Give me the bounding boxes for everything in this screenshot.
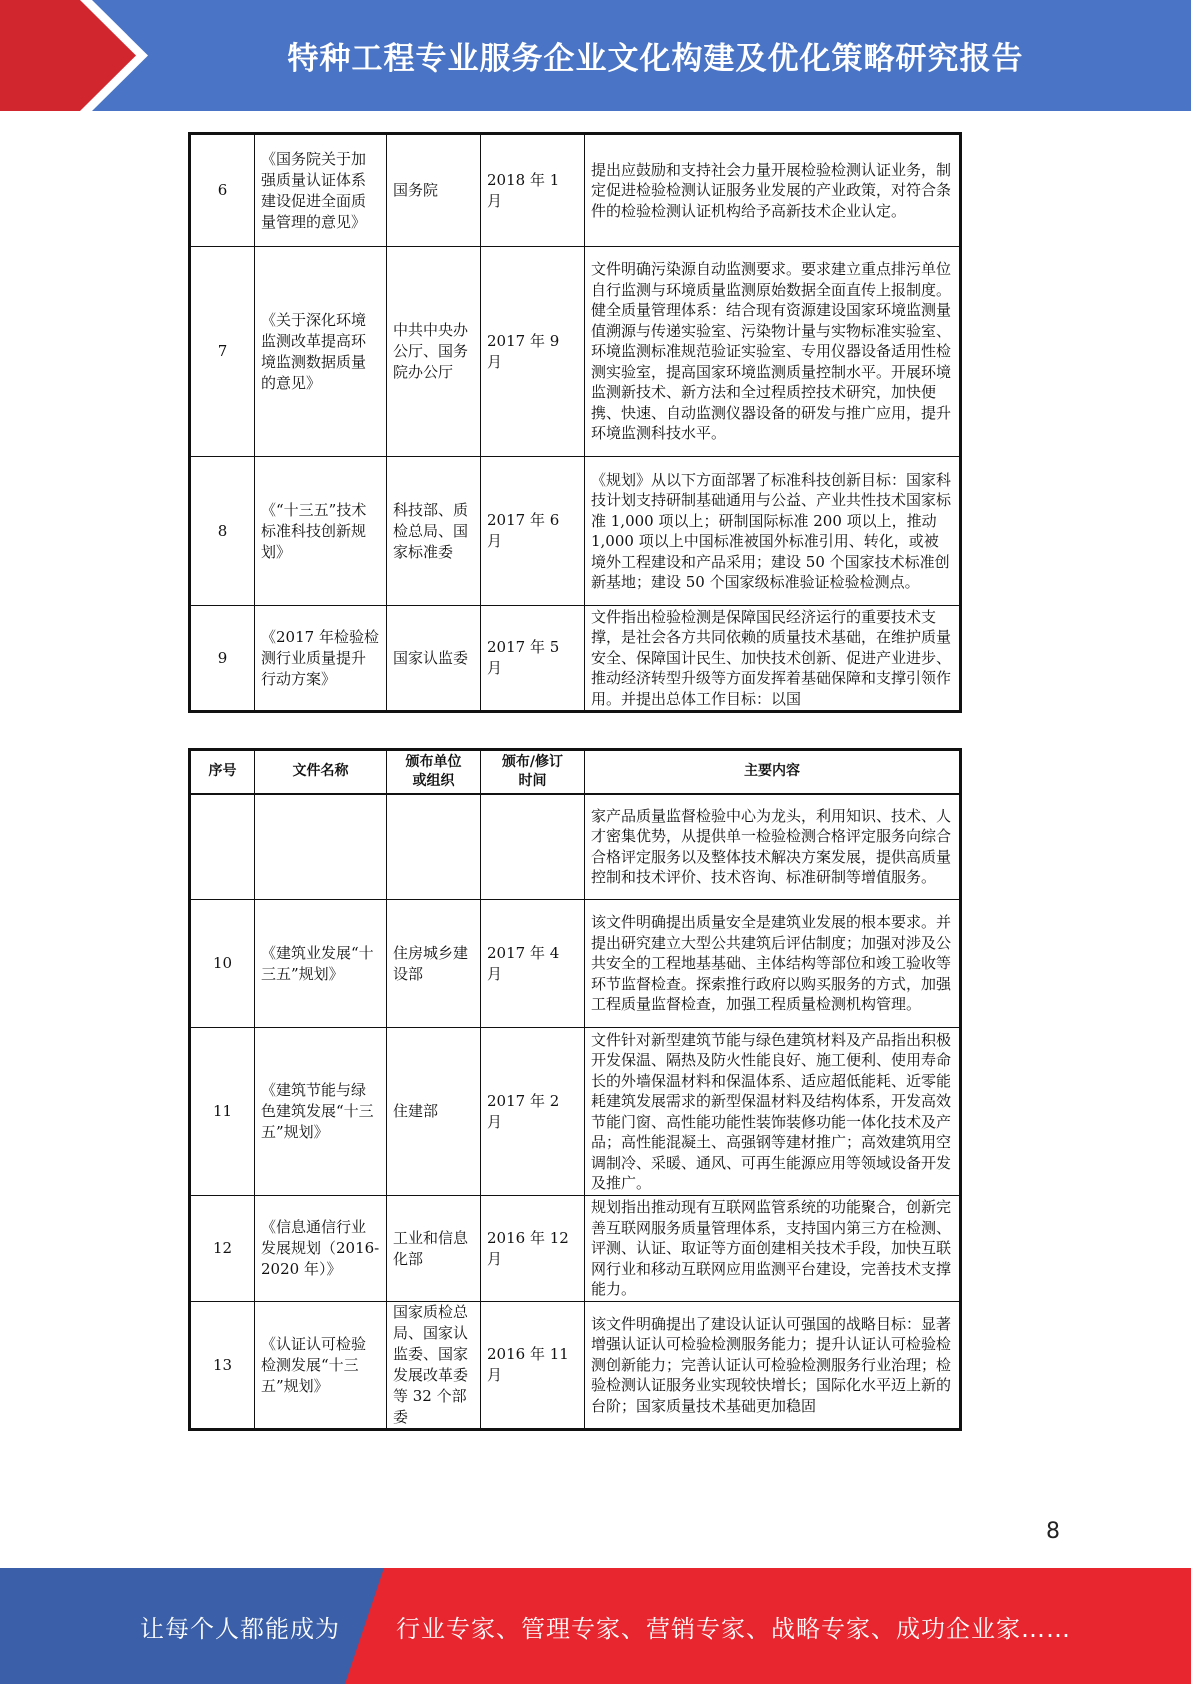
table-header-row xyxy=(190,750,961,794)
issuer: 工业和信息化部 xyxy=(387,1196,481,1302)
document-name: 《信息通信行业发展规划（2016-2020 年）》 xyxy=(255,1196,387,1302)
issue-date: 2017 年 2 月 xyxy=(481,1028,585,1196)
issuer: 科技部、质检总局、国家标准委 xyxy=(387,457,481,606)
issue-date: 2016 年 11 月 xyxy=(481,1302,585,1430)
issue-date: 2018 年 1 月 xyxy=(481,134,585,247)
issue-date: 2017 年 6 月 xyxy=(481,457,585,606)
issue-date xyxy=(481,794,585,900)
issuer: 住建部 xyxy=(387,1028,481,1196)
header-arrow-decoration xyxy=(0,0,150,111)
row-index: 9 xyxy=(190,606,255,712)
row-index xyxy=(190,794,255,900)
table-row xyxy=(190,457,961,606)
issuer: 国家质检总局、国家认监委、国家发展改革委等 32 个部委 xyxy=(387,1302,481,1430)
table-row xyxy=(190,794,961,900)
row-index: 10 xyxy=(190,900,255,1028)
page-header xyxy=(0,0,1191,111)
main-content: 提出应鼓励和支持社会力量开展检验检测认证业务，制定促进检验检测认证服务业发展的产业政策，对符合条件的检验检测认证机构给予高新技术企业认定。 xyxy=(585,134,961,247)
table-row xyxy=(190,1028,961,1196)
row-index: 6 xyxy=(190,134,255,247)
issue-date: 2017 年 5 月 xyxy=(481,606,585,712)
document-name: 《建筑业发展“十三五”规划》 xyxy=(255,900,387,1028)
main-content: 家产品质量监督检验中心为龙头，利用知识、技术、人才密集优势，从提供单一检验检测合格评定服务向综合合格评定服务以及整体技术解决方案发展，提供高质量控制和技术评价、技术咨询、标准研制等增值服务。 xyxy=(585,794,961,900)
main-content: 文件指出检验检测是保障国民经济运行的重要技术支撑，是社会各方共同依赖的质量技术基础，在维护质量安全、保障国计民生、加快技术创新、促进产业进步、推动经济转型升级等方面发挥着基础保障和支撑引领作用。并提出总体工作目标：以国 xyxy=(585,606,961,712)
footer-slogan-right: 行业专家、管理专家、营销专家、战略专家、成功企业家…… xyxy=(396,1614,1071,1643)
issue-date: 2017 年 9 月 xyxy=(481,247,585,457)
policy-table-continued xyxy=(188,132,962,713)
policy-table xyxy=(188,748,962,1431)
main-content: 《规划》从以下方面部署了标准科技创新目标：国家科技计划支持研制基础通用与公益、产业共性技术国家标准 1,000 项以上；研制国际标准 200 项以上，推动 1,000 项以上中国标准被国外标准引用、转化，或被境外工程建设和产品采用；建设 50 个国家技术标准创新基地；建设 50 个国家级标准验证检验检测点。 xyxy=(585,457,961,606)
issue-date: 2016 年 12 月 xyxy=(481,1196,585,1302)
header-date xyxy=(481,750,585,794)
header-date-line2: 时间 xyxy=(518,772,547,789)
footer-slogan-left: 让每个人都能成为 xyxy=(140,1614,340,1643)
header-issuer-line1: 颁布单位 xyxy=(405,753,462,770)
issuer: 国家认监委 xyxy=(387,606,481,712)
row-index: 12 xyxy=(190,1196,255,1302)
document-name: 《建筑节能与绿色建筑发展“十三五”规划》 xyxy=(255,1028,387,1196)
document-name: 《认证认可检验检测发展“十三五”规划》 xyxy=(255,1302,387,1430)
header-name: 文件名称 xyxy=(255,750,387,794)
main-content: 文件针对新型建筑节能与绿色建筑材料及产品指出积极开发保温、隔热及防火性能良好、施工便利、使用寿命长的外墙保温材料和保温体系、适应超低能耗、近零能耗建筑发展需求的新型保温材料及结构体系，开发高效节能门窗、高性能功能性装饰装修功能一体化技术及产品；高性能混凝土、高强钢等建材推广；高效建筑用空调制冷、采暖、通风、可再生能源应用等领域设备开发及推广。 xyxy=(585,1028,961,1196)
document-name: 《“十三五”技术标准科技创新规划》 xyxy=(255,457,387,606)
table-row xyxy=(190,900,961,1028)
table-row xyxy=(190,1196,961,1302)
header-content: 主要内容 xyxy=(585,750,961,794)
document-name: 《2017 年检验检测行业质量提升行动方案》 xyxy=(255,606,387,712)
main-content: 该文件明确提出质量安全是建筑业发展的根本要求。并提出研究建立大型公共建筑后评估制度；加强对涉及公共安全的工程地基基础、主体结构等部位和竣工验收等环节监督检查。探索推行政府以购买服务的方式，加强工程质量监督检查，加强工程质量检测机构管理。 xyxy=(585,900,961,1028)
header-issuer-line2: 或组织 xyxy=(412,772,455,789)
main-content: 文件明确污染源自动监测要求。要求建立重点排污单位自行监测与环境质量监测原始数据全面直传上报制度。健全质量管理体系：结合现有资源建设国家环境监测量值溯源与传递实验室、污染物计量与实物标准实验室、环境监测标准规范验证实验室、专用仪器设备适用性检测实验室，提高国家环境监测质量控制水平。开展环境监测新技术、新方法和全过程质控技术研究，加快便携、快速、自动监测仪器设备的研发与推广应用，提升环境监测科技水平。 xyxy=(585,247,961,457)
issuer: 国务院 xyxy=(387,134,481,247)
table-row xyxy=(190,606,961,712)
row-index: 8 xyxy=(190,457,255,606)
document-name: 《关于深化环境监测改革提高环境监测数据质量的意见》 xyxy=(255,247,387,457)
document-title: 特种工程专业服务企业文化构建及优化策略研究报告 xyxy=(287,41,1024,77)
main-content: 该文件明确提出了建设认证认可强国的战略目标：显著增强认证认可检验检测服务能力；提升认证认可检验检测创新能力；完善认证认可检验检测服务行业治理；检验检测认证服务业实现较快增长；国际化水平迈上新的台阶；国家质量技术基础更加稳固 xyxy=(585,1302,961,1430)
page-number: 8 xyxy=(1046,1519,1060,1544)
header-index: 序号 xyxy=(190,750,255,794)
document-name xyxy=(255,794,387,900)
table-row xyxy=(190,247,961,457)
header-issuer xyxy=(387,750,481,794)
issue-date: 2017 年 4 月 xyxy=(481,900,585,1028)
main-content: 规划指出推动现有互联网监管系统的功能聚合，创新完善互联网服务质量管理体系，支持国内第三方在检测、评测、认证、取证等方面创建相关技术手段，加快互联网行业和移动互联网应用监测平台建设，完善技术支撑能力。 xyxy=(585,1196,961,1302)
row-index: 11 xyxy=(190,1028,255,1196)
page-footer xyxy=(0,1568,1191,1684)
table-row xyxy=(190,1302,961,1430)
row-index: 13 xyxy=(190,1302,255,1430)
issuer xyxy=(387,794,481,900)
document-name: 《国务院关于加强质量认证体系建设促进全面质量管理的意见》 xyxy=(255,134,387,247)
header-date-line1: 颁布/修订 xyxy=(501,753,564,770)
row-index: 7 xyxy=(190,247,255,457)
table-row xyxy=(190,134,961,247)
issuer: 住房城乡建设部 xyxy=(387,900,481,1028)
issuer: 中共中央办公厅、国务院办公厅 xyxy=(387,247,481,457)
